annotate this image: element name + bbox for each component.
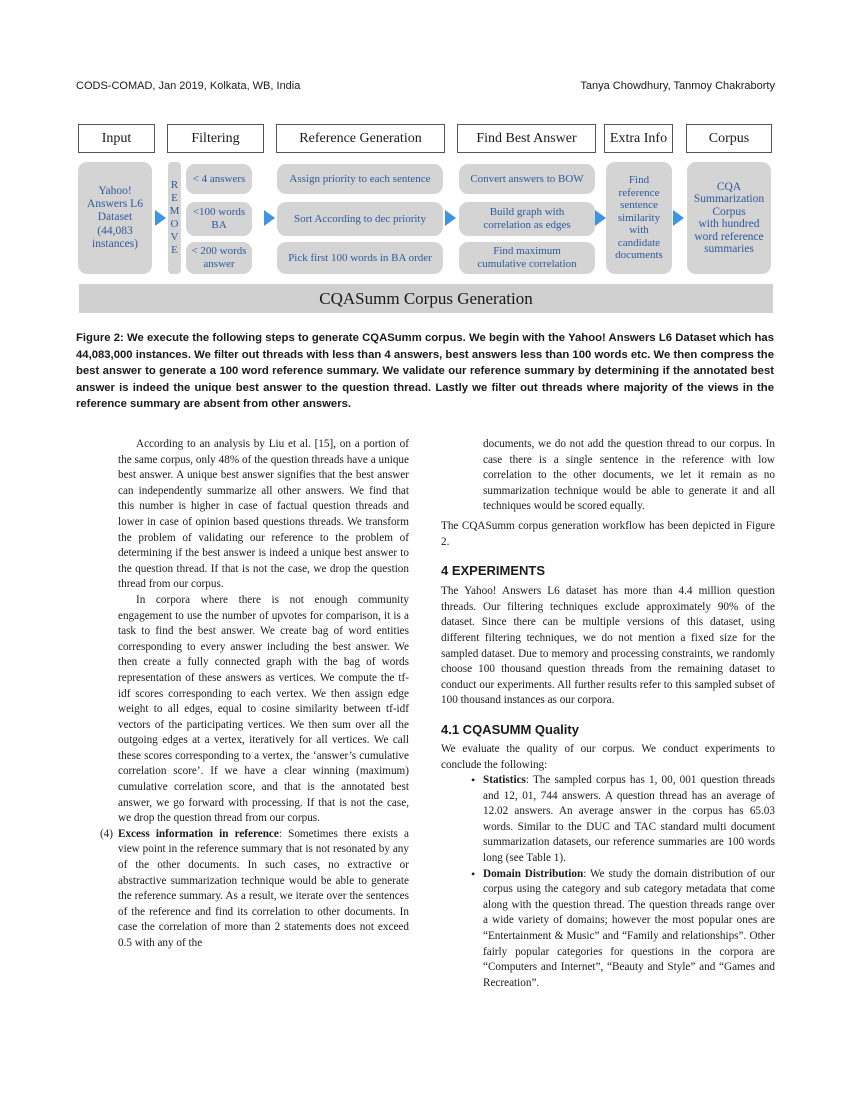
bullet-title: Statistics <box>483 774 526 787</box>
extra-info-line: candidate <box>617 236 661 249</box>
extra-info-line: reference <box>618 186 660 199</box>
remove-label <box>168 162 181 274</box>
bullet-text: : We study the domain distribution of our corpus using the category and sub category metadata that come along with the question thread. The question threads range over a wide variety of domains; however the most popular ones are “Entertainment & Music” and “Family and relationships”. Other fairly popular categories for questions in the corpora are “Computers and Internet”, “Beauty and Style” and “Games and Recreation”. <box>483 867 775 989</box>
extra-info-box <box>606 162 672 274</box>
extra-info-line: with <box>629 224 649 237</box>
filter-answers-count: < 4 answers <box>186 164 252 194</box>
paragraph: In corpora where there is not enough community engagement to use the number of upvotes for comparison, it is a task to find the best answer. We create bag of word entities corresponding to every answer including the best answer. We then create a fully connected graph with the bag of words representation of these answers as vertices. We compute the tf-idf scores corresponding to each vertex. We then assign edge weight to all edges, equal to cosine similarity between tf-idf vectors of the participating vertices. We then sum over all the outgoing edges at a vertex, iteratively for all vertices. We call these scores corresponding to a vertex, the ‘answer’s cumulative correlation score’. If we have a clear winning (maximum) cumulative correlation score, and that is the annotated best answer, we go forward with processing. If that is not the case, we drop the question thread from our corpus. <box>118 593 409 825</box>
header-reference-generation: Reference Generation <box>276 124 445 153</box>
header-extra-info: Extra Info <box>604 124 673 153</box>
ref-sort-priority: Sort According to dec priority <box>277 202 443 236</box>
corpus-line: word reference <box>694 230 764 243</box>
extra-info-line: Find <box>628 174 650 187</box>
input-line: Yahoo! <box>98 184 132 197</box>
extra-info-line: documents <box>615 249 663 262</box>
input-dataset-box <box>78 162 152 274</box>
ref-assign-priority: Assign priority to each sentence <box>277 164 443 194</box>
list-item <box>483 867 775 992</box>
arrow-icon <box>595 210 606 226</box>
paragraph: We evaluate the quality of our corpus. We conduct experiments to conclude the following: <box>441 742 775 771</box>
remove-letter: M <box>169 205 180 217</box>
input-line: Dataset <box>97 211 133 224</box>
remove-letter: E <box>171 192 178 204</box>
input-line: instances) <box>92 237 138 250</box>
paragraph: The CQASumm corpus generation workflow has been depicted in Figure 2. <box>441 519 775 548</box>
remove-letter: V <box>170 231 179 243</box>
running-header-left: CODS-COMAD, Jan 2019, Kolkata, WB, India <box>76 80 301 92</box>
arrow-icon <box>155 210 166 226</box>
filter-answer-words: < 200 words answer <box>186 242 252 274</box>
running-header-right: Tanya Chowdhury, Tanmoy Chakraborty <box>580 80 775 92</box>
fba-max-correlation: Find maximum cumulative correlation <box>459 242 595 274</box>
fba-convert-bow: Convert answers to BOW <box>459 164 595 194</box>
bullet-list <box>441 773 775 991</box>
filter-ba-words: <100 words BA <box>186 202 252 236</box>
paragraph: The Yahoo! Answers L6 dataset has more than 4.4 million question threads. Our filtering techniques exclude approximately 90% of the dataset. Since there can be multiple versions of this dataset, using different filtering techniques, we do not mention a fixed size for the sampled dataset. Due to memory and processing constraints, we randomly choose 100 thousand question threads from the remaining dataset to conduct our experiments. All further results refer to this sampled subset of 100 thousand instances as our corpora. <box>441 585 775 707</box>
header-input: Input <box>78 124 155 153</box>
input-line: Answers L6 <box>87 198 143 211</box>
input-line: (44,083 <box>97 224 133 237</box>
corpus-line: summaries <box>704 243 754 255</box>
bullet-text: : The sampled corpus has 1, 00, 001 question threads and 12, 01, 744 answers. A question thread has an average of 12.02 answers. An average answer in the corpus has 65.03 words. Similar to the DUC and TAC standard multi document summarization datasets, our reference summaries are 100 words long (see Table 1). <box>483 774 775 865</box>
corpus-box <box>687 162 771 274</box>
item-number: (4) <box>99 827 113 840</box>
ref-pick-first-100: Pick first 100 words in BA order <box>277 242 443 274</box>
subsection-heading: 4.1 CQASUMM Quality <box>441 721 579 737</box>
bullet-title: Domain Distribution <box>483 867 584 880</box>
paragraph: According to an analysis by Liu et al. [15], on a portion of the same corpus, only 48% of the question threads have a unique best answer. A unique best answer signifies that the best answer can independently summarize all other answers. We find that this number is higher in case of factual question threads and lower in case of opinion based questions threads. We transform the problem of validating our reference to the problem of determining if the best answer is indeed a unique best answer to the question thread. If that is not the case, we drop the question thread from our corpus. <box>118 438 409 591</box>
corpus-line: Summarization <box>693 193 765 205</box>
figure-2-workflow <box>76 124 774 316</box>
item-title: Excess information in reference <box>118 827 279 840</box>
corpus-line: Corpus <box>712 205 746 218</box>
arrow-icon <box>264 210 275 226</box>
remove-letter: O <box>170 218 179 230</box>
left-column <box>76 437 409 952</box>
arrow-icon <box>445 210 456 226</box>
section-heading: 4 EXPERIMENTS <box>441 563 546 579</box>
remove-letter: R <box>170 179 179 191</box>
header-corpus: Corpus <box>686 124 772 153</box>
list-item <box>483 773 775 867</box>
figure-caption: Figure 2: We execute the following steps to generate CQASumm corpus. We begin with the Yahoo! Answers L6 Dataset which has 44,083,000 instances. We filter out threads with less than 4 answers, best answers less than 100 words etc. We then compress the best answer to generate a 100 word reference summary. We validate our reference summary by determining if the annotated best answer is indeed the unique best answer to the question thread. Lastly we filter out threads where majority of the views in the reference summary are absent from other answers. <box>76 332 774 410</box>
right-column <box>441 437 775 991</box>
corpus-line: CQA <box>716 180 742 193</box>
header-filtering: Filtering <box>167 124 264 153</box>
item-text: : Sometimes there exists a view point in the reference summary that is not resonated by any of the other documents. In such cases, no extractive or abstractive summarization technique would be able to generate the reference summary. As a result, we iterate over the sentences of the reference and find its correlation to other documents. In case the correlation of more than 2 statements does not exceed 0.5 with any of the <box>118 827 409 949</box>
remove-letter: E <box>171 244 178 256</box>
corpus-line: with hundred <box>698 218 760 230</box>
paragraph: documents, we do not add the question thread to our corpus. In case there is a single sentence in the reference with low correlation to the other documents, we let it remain as no summarization technique would be able to generate it and all techniques would be scored equally. <box>483 438 775 513</box>
enumerated-item <box>76 827 409 952</box>
extra-info-line: similarity <box>617 211 661 224</box>
arrow-icon <box>673 210 684 226</box>
item-paragraph <box>118 827 409 952</box>
extra-info-line: sentence <box>620 199 658 212</box>
header-find-best-answer: Find Best Answer <box>457 124 596 153</box>
fba-build-graph: Build graph with correlation as edges <box>459 202 595 236</box>
figure-banner: CQASumm Corpus Generation <box>79 284 773 313</box>
